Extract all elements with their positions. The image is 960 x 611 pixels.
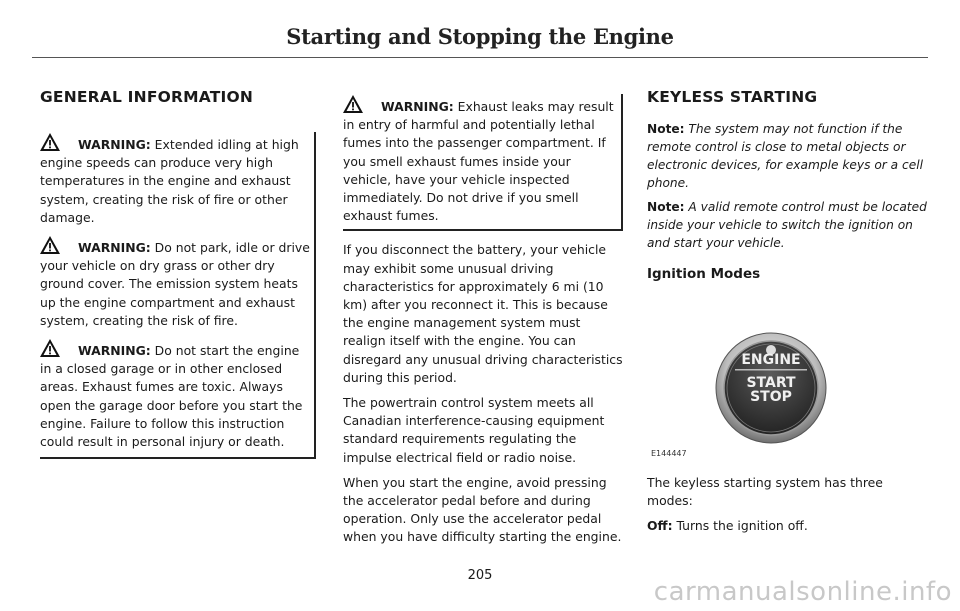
exhaust-column [343, 94, 623, 554]
warning-text: Do not park, idle or drive your vehicle on dry grass or other dry ground cover. The emission system heats up the engine compartment and exhaust system, creating the risk of fire. [40, 240, 310, 328]
button-label-stop: STOP [750, 389, 792, 405]
warning-label: WARNING: [78, 137, 151, 152]
note-text: The system may not function if the remote control is close to metal objects or electronic devices, for example keys or a cell phone. [647, 122, 923, 190]
warning-triangle-icon [40, 132, 78, 152]
general-information-heading: GENERAL INFORMATION [40, 88, 254, 106]
warning-triangle-icon [343, 94, 381, 114]
keyless-starting-heading: KEYLESS STARTING [647, 88, 818, 106]
warning-label: WARNING: [381, 99, 454, 114]
mode-off-text: Turns the ignition off. [676, 518, 808, 534]
mode-off-label: Off: [647, 518, 673, 534]
note-paragraph [647, 198, 929, 252]
note-label: Note: [647, 122, 685, 136]
mode-off-paragraph [647, 517, 929, 535]
warning-paragraph [343, 94, 617, 225]
body-paragraph: When you start the engine, avoid pressing the accelerator pedal before and during operation. Only use the accelerator pedal when you have difficulty starting the engine. [343, 474, 622, 545]
watermark: carmanualsonline.info [653, 577, 952, 607]
general-information-column [40, 86, 316, 459]
warning-box [343, 94, 623, 231]
figure-code: E144447 [651, 449, 687, 458]
header-divider [32, 57, 928, 58]
page-number: 205 [467, 568, 493, 583]
engine-start-stop-button-figure [703, 330, 943, 470]
modes-intro: The keyless starting system has three modes: [647, 475, 883, 509]
warning-text: Extended idling at high engine speeds can produce very high temperatures in the engine and exhaust system, creating the risk of fire or other damage. [40, 137, 299, 225]
warning-triangle-icon [40, 235, 78, 255]
warning-label: WARNING: [78, 343, 151, 359]
keyless-modes-section [647, 474, 929, 543]
warning-label: WARNING: [78, 240, 151, 256]
body-paragraph: If you disconnect the battery, your vehicle may exhibit some unusual driving characteristics for approximately 6 mi (10 km) after you reconnect it. This is because the engine management system must realign itself with the engine. You can disregard any unusual driving characteristics during this period. [343, 242, 623, 385]
warning-box [40, 132, 316, 459]
note-text: A valid remote control must be located inside your vehicle to switch the ignition on and start your vehicle. [647, 200, 927, 250]
warning-text: Exhaust leaks may result in entry of harmful and potentially lethal fumes into the passenger compartment. If you smell exhaust fumes inside your vehicle, have your vehicle inspected immediately. Do not drive if you smell exhaust fumes. [343, 99, 614, 224]
note-label: Note: [647, 200, 685, 214]
warning-paragraph [40, 338, 310, 451]
warning-text: Do not start the engine in a closed garage or in other enclosed areas. Exhaust fumes are toxic. Always open the garage door before you start the engine. Failure to follow this instruction could result in personal injury or death. [40, 343, 303, 450]
note-paragraph [647, 120, 929, 192]
keyless-starting-column [647, 86, 929, 282]
warning-paragraph [40, 235, 310, 330]
warning-triangle-icon [40, 338, 78, 358]
ignition-modes-subheading: Ignition Modes [647, 266, 761, 282]
button-label-engine: ENGINE [741, 352, 801, 368]
body-paragraph: The powertrain control system meets all Canadian interference-causing equipment standard requirements regulating the impulse electrical field or radio noise. [343, 395, 605, 465]
button-divider [735, 369, 807, 371]
warning-paragraph [40, 132, 310, 227]
button-label-start: START [746, 375, 796, 391]
page-header-title: Starting and Stopping the Engine [286, 24, 674, 49]
